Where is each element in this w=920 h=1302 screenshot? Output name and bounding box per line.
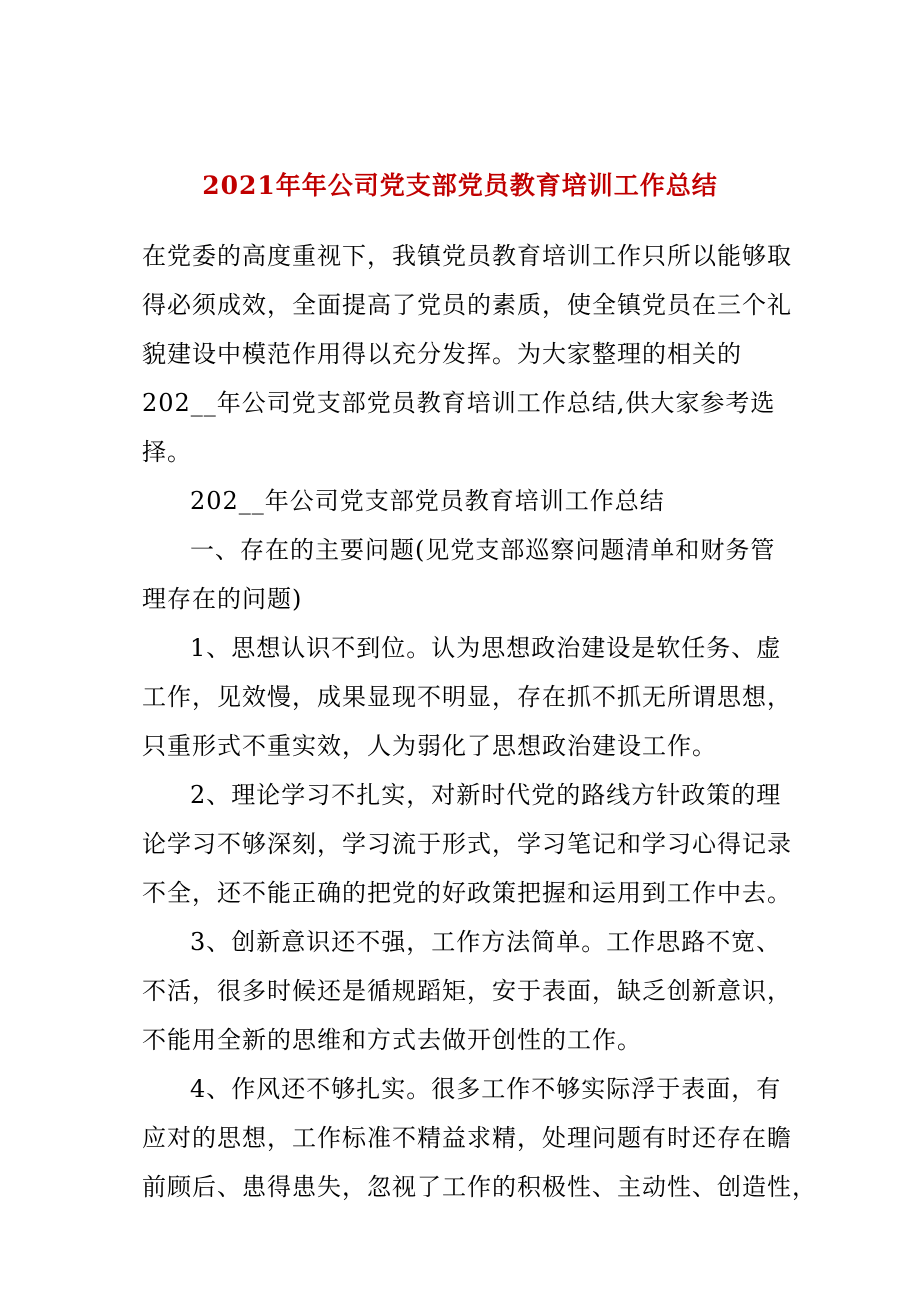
item-1-line: 只重形式不重实效，人为弱化了思想政治建设工作。 [142, 732, 717, 760]
intro-line: 貌建设中模范作用得以充分发挥。为大家整理的相关的 [142, 340, 742, 368]
section-heading-line: 一、存在的主要问题(见党支部巡察问题清单和财务管 [190, 536, 776, 564]
document-title: 2021年年公司党支部党员教育培训工作总结 [202, 171, 718, 200]
intro-line: 202__年公司党支部党员教育培训工作总结,供大家参考选 [142, 389, 776, 417]
item-3-line: 不能用全新的思维和方式去做开创性的工作。 [142, 1026, 642, 1054]
item-3-line: 3、创新意识还不强，工作方法简单。工作思路不宽、 [190, 928, 782, 956]
item-4-line: 前顾后、患得患失，忽视了工作的积极性、主动性、创造性， [142, 1173, 817, 1201]
item-4-line: 4、作风还不够扎实。很多工作不够实际浮于表面，有 [190, 1075, 782, 1103]
intro-line: 在党委的高度重视下，我镇党员教育培训工作只所以能够取 [142, 242, 792, 270]
item-1-line: 1、思想认识不到位。认为思想政治建设是软任务、虚 [190, 634, 782, 662]
item-4-line: 应对的思想，工作标准不精益求精，处理问题有时还存在瞻 [142, 1124, 792, 1152]
intro-line: 择。 [142, 438, 192, 466]
item-2-line: 论学习不够深刻，学习流于形式，学习笔记和学习心得记录 [142, 830, 792, 858]
item-2-line: 2、理论学习不扎实，对新时代党的路线方针政策的理 [190, 781, 782, 809]
item-3-line: 不活，很多时候还是循规蹈矩，安于表面，缺乏创新意识， [142, 977, 792, 1005]
document-body [142, 232, 817, 1212]
item-2-line: 不全，还不能正确的把党的好政策把握和运用到工作中去。 [142, 879, 792, 907]
intro-line: 得必须成效，全面提高了党员的素质，使全镇党员在三个礼 [142, 291, 792, 319]
section-heading-line: 理存在的问题) [142, 585, 303, 613]
document-subtitle: 202__年公司党支部党员教育培训工作总结 [190, 487, 665, 515]
item-1-line: 工作，见效慢，成果显现不明显，存在抓不抓无所谓思想， [142, 683, 792, 711]
